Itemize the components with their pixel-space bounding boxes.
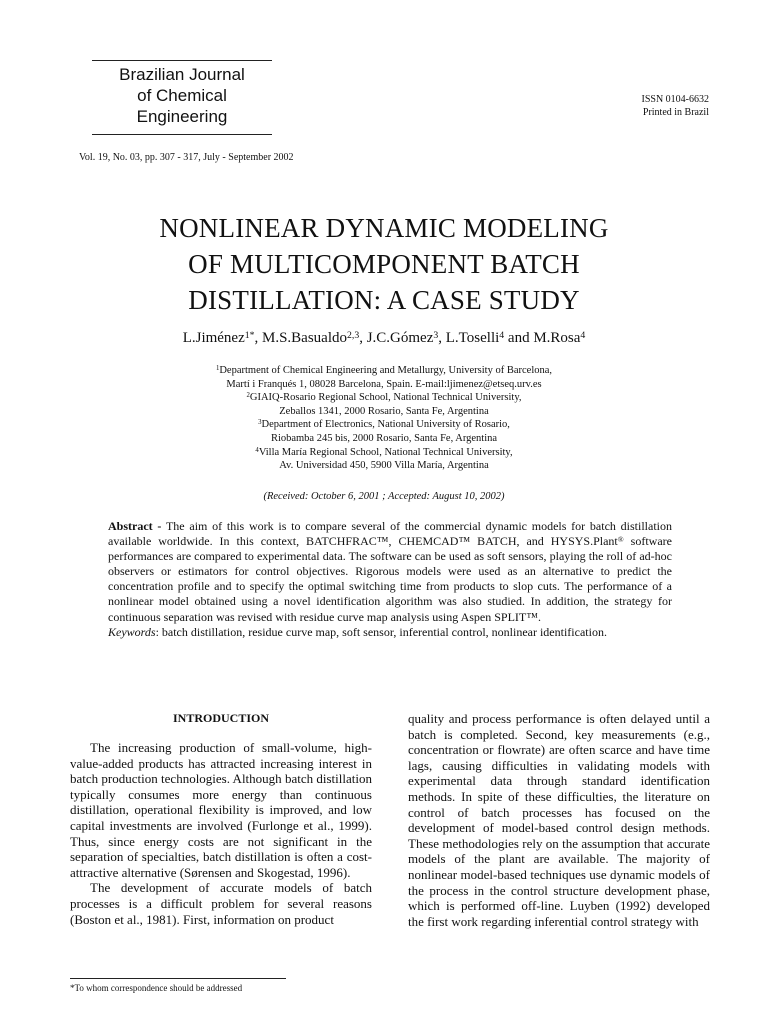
affiliation-text: GIAIQ-Rosario Regional School, National Technical University,: [249, 392, 522, 404]
author-name: J.C.Gómez: [366, 330, 434, 346]
affiliation-line: [150, 432, 618, 446]
abstract-body: [108, 519, 672, 625]
affiliation-line: [150, 364, 618, 378]
affiliation-text: Av. Universidad 450, 5900 Villa María, Argentina: [279, 460, 489, 472]
author-name: M.S.Basualdo: [262, 330, 348, 346]
received-dates: (Received: October 6, 2001 ; Accepted: August 10, 2002): [263, 491, 505, 502]
author-separator: and: [504, 330, 534, 346]
journal-name-line: Engineering: [136, 107, 228, 126]
body-paragraph: The development of accurate models of batch processes is a difficult problem for several reasons (Boston et al., 1981). First, information on product: [70, 880, 372, 927]
abstract-text: The aim of this work is to compare several of the commercial dynamic models for batch distillation available worldwide. In this context, BATCHFRAC™, CHEMCAD™ BATCH, and HYSYS.Plant: [108, 519, 672, 549]
section-heading: INTRODUCTION: [172, 711, 269, 725]
affiliation-text: Villa María Regional School, National Technical University,: [258, 446, 513, 458]
keywords: [108, 625, 672, 640]
author-affil-mark: 1*: [244, 330, 255, 341]
author-affil-mark: 4: [499, 330, 505, 341]
affiliation-line: [150, 391, 618, 405]
paper-title: [0, 210, 768, 318]
affiliation-mark: 4: [255, 446, 259, 454]
journal-name: [92, 64, 272, 127]
author-name: L.Toselli: [445, 330, 500, 346]
title-line: DISTILLATION: A CASE STUDY: [188, 285, 580, 315]
author-affil-mark: 2,3: [347, 330, 360, 341]
journal-rule-top: [92, 60, 272, 61]
abstract-text: software performances are compared to experimental data. The software can be used as soft sensors, playing the roll of ad-hoc observers or estimators for control objectives. Rigorous models were used as an alternative to predict the concentration profile and to specify the optimal switching time from products to slop cuts. The performance of a nonlinear model obtained using a novel identification algorithm was also studied. In addition, the strategy for continuous separation was revised with residue curve map analysis using Aspen SPLIT™.: [108, 534, 672, 624]
affiliation-line: [150, 405, 618, 419]
affiliations: [150, 364, 618, 473]
volume-line: Vol. 19, No. 03, pp. 307 - 317, July - September 2002: [79, 152, 294, 163]
affiliation-text: Department of Chemical Engineering and Metallurgy, University of Barcelona,: [219, 365, 553, 376]
abstract-label: Abstract -: [108, 519, 162, 533]
printed-in: Printed in Brazil: [642, 107, 709, 118]
author-separator: ,: [359, 330, 367, 346]
author-name: L.Jiménez: [182, 330, 245, 346]
author-list: [0, 328, 768, 348]
issn-block: [641, 93, 709, 119]
affiliation-text: Riobamba 245 bis, 2000 Rosario, Santa Fe, Argentina: [270, 432, 498, 444]
issn: ISSN 0104-6632: [641, 94, 709, 105]
author-name: M.Rosa: [533, 330, 581, 346]
affiliation-mark: 1: [215, 365, 220, 372]
affiliation-text: Zeballos 1341, 2000 Rosario, Santa Fe, Argentina: [279, 405, 489, 417]
footnote: *To whom correspondence should be addressed: [70, 983, 243, 993]
body-column-right: [408, 711, 710, 929]
affiliation-line: [150, 446, 618, 460]
affiliation-line: [150, 418, 618, 432]
body-paragraph: The increasing production of small-volume, high-value-added products has attracted increasing interest in batch production technologies. Although batch distillation typically consumes more energy than continuous distillation, operational flexibility is improved, and low capital investments are involved (Furlonge et al., 1999). Thus, since energy costs are not significant in the separation of specialties, batch distillation is often a cost-attractive alternative (Sørensen and Skogestad, 1996).: [70, 740, 372, 880]
journal-name-line: Brazilian Journal: [119, 65, 245, 84]
title-line: NONLINEAR DYNAMIC MODELING: [159, 213, 609, 243]
author-affil-mark: 4: [580, 330, 586, 341]
journal-rule-bottom: [92, 134, 272, 135]
keywords-text: : batch distillation, residue curve map, soft sensor, inferential control, nonlinear identification.: [155, 624, 607, 639]
author-separator: ,: [254, 330, 262, 346]
body-column-left: [70, 711, 372, 927]
keywords-label: Keywords: [108, 624, 156, 639]
abstract: [108, 519, 672, 640]
affiliation-mark: 3: [258, 419, 262, 427]
body-paragraph: quality and process performance is often delayed until a batch is completed. Second, key measurements (e.g., concentration or flowrate) are often scarce and have time lags, causing difficulties in validating models with experimental data through standard identification methods. In spite of these difficulties, the literature on control of batch processes has focused on the development of model-based control design methods. These methodologies rely on the assumption that accurate models of the plant are available. The majority of nonlinear model-based techniques use dynamic models of the process in the control structure development phase, which is performed off-line. Luyben (1992) developed the first work regarding inferential control strategy with: [408, 711, 710, 929]
registered-mark: ®: [617, 535, 624, 545]
author-affil-mark: 3: [433, 330, 439, 341]
affiliation-text: Department of Electronics, National University of Rosario,: [261, 419, 510, 431]
title-line: OF MULTICOMPONENT BATCH: [188, 249, 580, 279]
footnote-rule: [70, 978, 286, 979]
affiliation-line: [150, 459, 618, 473]
affiliation-mark: 2: [246, 392, 250, 400]
author-separator: ,: [438, 330, 446, 346]
affiliation-text: Martí i Franqués 1, 08028 Barcelona, Spain. E-mail:ljimenez@etseq.urv.es: [226, 378, 542, 390]
journal-name-line: of Chemical: [137, 86, 227, 105]
affiliation-line: [150, 378, 618, 392]
